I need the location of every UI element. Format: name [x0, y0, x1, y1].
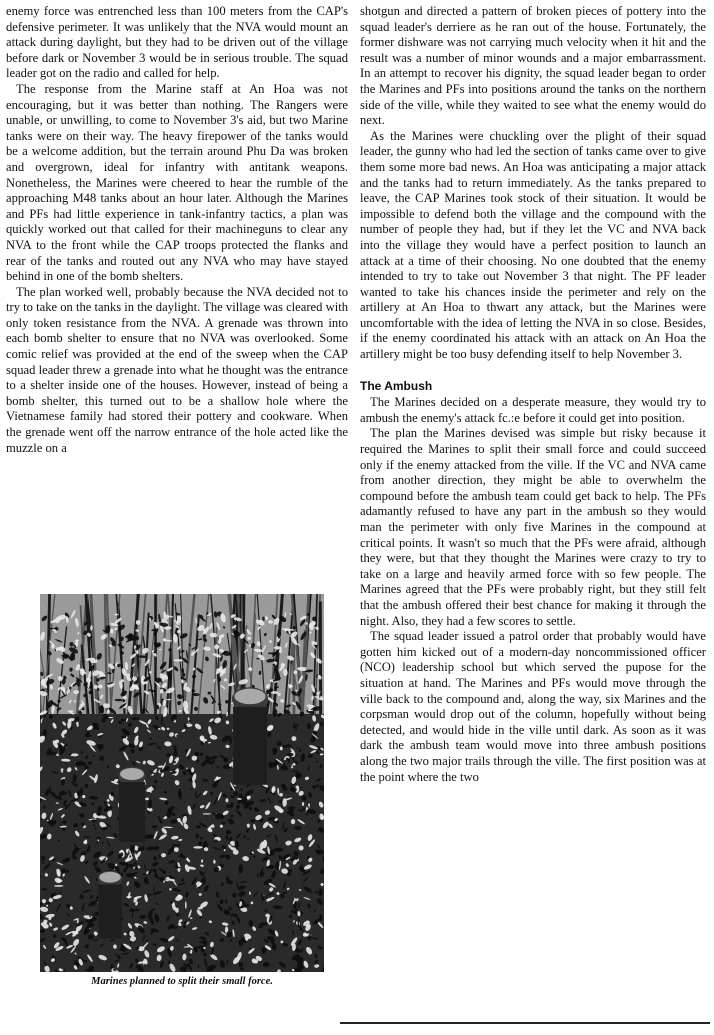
photo-caption: Marines planned to split their small force.: [91, 976, 273, 987]
left-text-column: [6, 4, 348, 456]
jungle-photo-image: [40, 594, 324, 972]
jungle-photo: [40, 594, 324, 972]
paragraph: The plan the Marines devised was simple but risky because it required the Marines to split their small force and could succeed only if the enemy attacked from the ville. If the VC and NVA came from another direction, they might be able to overwhelm the compound before the ambush team could get back to help. The PFs adamantly refused to have any part in the ambush so they would man the perimeter with only five Marines in the compound at critical points. It wasn't so much that the PFs were afraid, although they were, but that they thought the Marines were crazy to try to take on a large and heavily armed force with so few people. The Marines agreed that the PFs were probably right, but they still felt that the ambush offered their best chance for making it through the night. Also, they had a few scores to settle.: [360, 426, 706, 628]
right-text-column: [360, 4, 706, 785]
paragraph: As the Marines were chuckling over the plight of their squad leader, the gunny who had led the section of tanks came over to give them some more bad news. An Hoa was anticipating a major attack and the tanks had to return immediately. As the tanks prepared to leave, the CAP Marines took stock of their situation. It would be impossible to defend both the village and the compound with the number of people they had, but if they let the VC and NVA back into the village they would have a perfect position to launch an attack at a time of their choosing. No one doubted that the enemy intended to try to take out November 3 that night. The PF leader wanted to take his chances inside the perimeter and rely on the artillery at An Hoa to thwart any attack, but the Marines were uncomfortable with the idea of letting the NVA in so close. Besides, if the enemy coordinated his attack with an attack on An Hoa the artillery might be too busy defending itself to help November 3.: [360, 128, 706, 362]
paragraph: The Marines decided on a desperate measure, they would try to ambush the enemy's attack fc.:e before it could get into position.: [360, 395, 706, 425]
paragraph: The plan worked well, probably because the NVA decided not to try to take on the tanks in the daylight. The village was cleared with only token resistance from the NVA. A grenade was thrown into each bomb shelter to ensure that no NVA was overlooked. Some comic relief was provided at the end of the sweep when the CAP squad leader threw a grenade into what he thought was the entrance to a shelter inside one of the houses. However, instead of being a bomb shelter, this turned out to be a shallow hole where the Vietnamese family had stored their pottery and cookware. When the grenade went off the narrow entrance of the hole acted like the muzzle on a: [6, 284, 348, 455]
paragraph: shotgun and directed a pattern of broken pieces of pottery into the squad leader's derriere as he ran out of the house. Fortunately, the former dishware was not carrying much velocity when it hit and the result was a number of minor wounds and a major embarrassment. In an attempt to recover his dignity, the squad leader began to order the Marines and PFs into positions around the tanks on the northern side of the ville, while they waited to see what the enemy would do next.: [360, 4, 706, 128]
page-bottom-rule: [340, 1022, 710, 1024]
paragraph: The response from the Marine staff at An Hoa was not encouraging, but it was better than nothing. The Rangers were unable, or unwilling, to come to November 3's aid, but two Marine tanks were on their way. The heavy firepower of the tanks would be a welcome addition, but the terrain around Phu Da was broken and overgrown, ideal for infantry with antitank weapons. Nonetheless, the Marines were cheered to hear the rumble of the approaching M48 tanks about an hour later. Although the Marines and PFs had little experience in tank-infantry tactics, a plan was quickly worked out that called for their machineguns to clear any NVA to the front while the CAP troops protected the flanks and rear of the tanks and routed out any NVA who may have stayed behind in one of the bomb shelters.: [6, 81, 348, 284]
section-heading: The Ambush: [360, 378, 433, 393]
paragraph: enemy force was entrenched less than 100 meters from the CAP's defensive perimeter. It was unlikely that the NVA would mount an attack during daylight, but they had to be driven out of the village before dark or November 3 would be in serious trouble. The squad leader got on the radio and called for help.: [6, 4, 348, 81]
paragraph: The squad leader issued a patrol order that probably would have gotten him kicked out of a modern-day noncommissioned officer (NCO) leadership school but which served the pupose for the situation at hand. The Marines and PFs would move through the ville back to the compound and, along the way, six Marines and the corpsman would drop out of the column, hopefully without being detected, and would hide in the ville until dark. As soon as it was dark the ambush team would move into three ambush positions along the two major trails through the ville. The first position was at the point where the two: [360, 629, 706, 784]
